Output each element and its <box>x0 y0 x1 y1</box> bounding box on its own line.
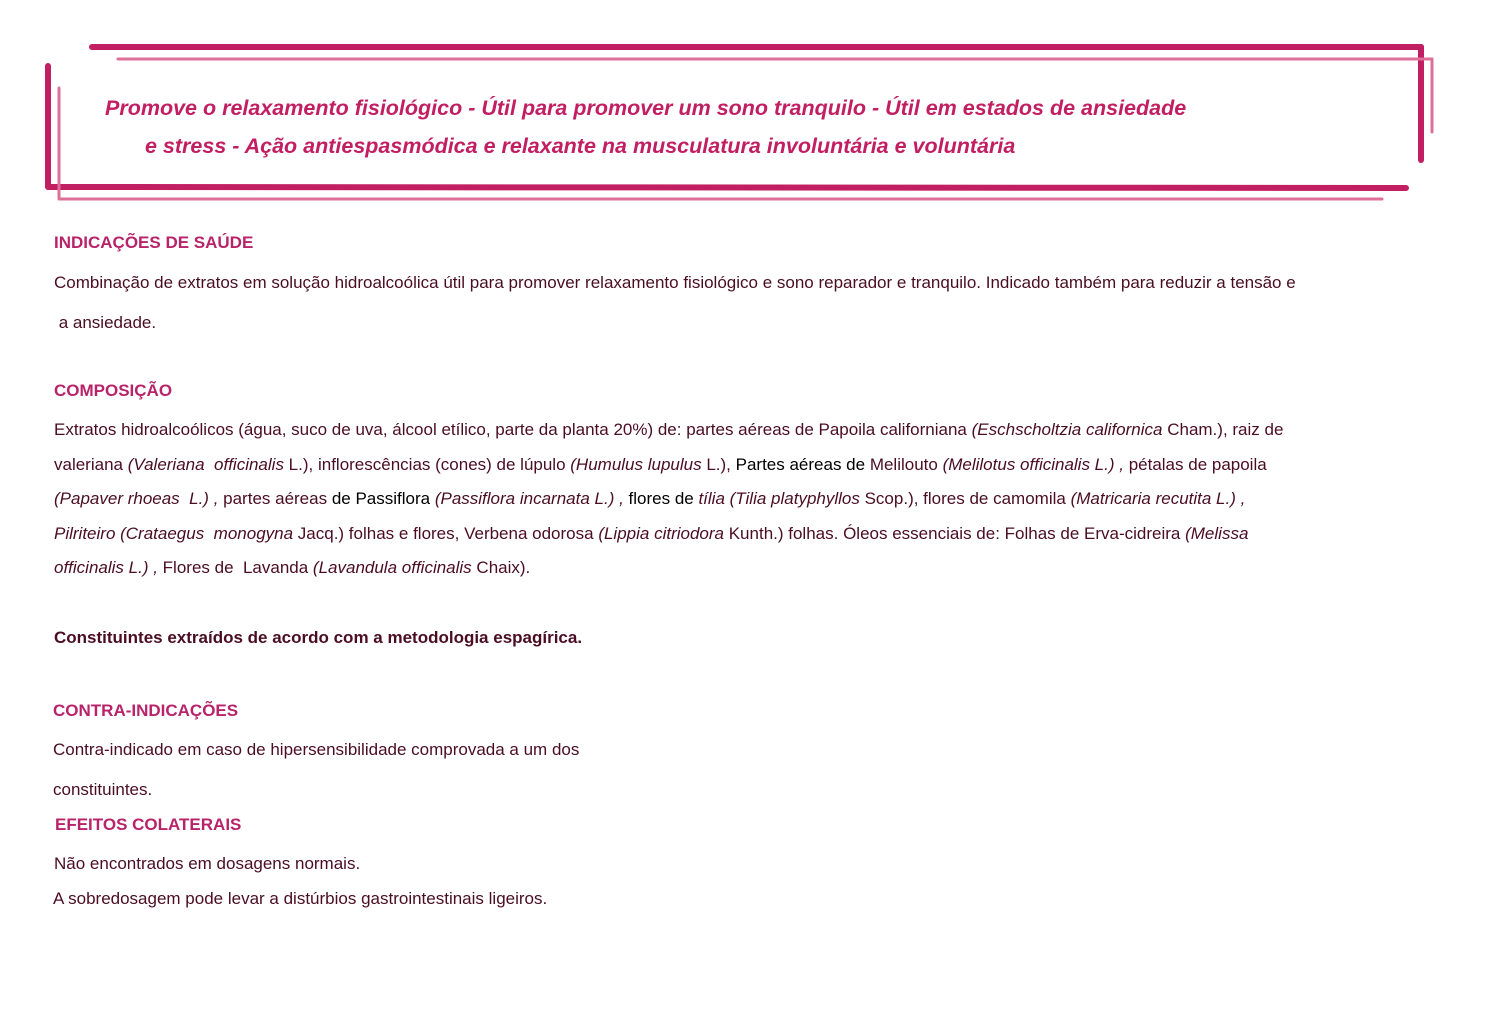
composicao-line-3: (Papaver rhoeas L.) , partes aéreas de Passiflora (Passiflora incarnata L.) , flores de tília (Tilia platyphyllos Scop.), flores de camomila (Matricaria recutita L.) , <box>54 489 1246 508</box>
composicao-line-5: officinalis L.) , Flores de Lavanda (Lavandula officinalis Chaix). <box>54 558 531 577</box>
indicacoes-line-1: Combinação de extratos em solução hidroalcoólica útil para promover relaxamento fisiológico e sono reparador e tranquilo. Indicado também para reduzir a tensão e <box>54 273 1296 292</box>
composicao-line-4: Pilriteiro (Crataegus monogyna Jacq.) folhas e flores, Verbena odorosa (Lippia citriodora Kunth.) folhas. Óleos essenciais de: Folhas de Erva-cidreira (Melissa <box>54 524 1249 543</box>
heading-composicao: COMPOSIÇÃO <box>54 381 173 400</box>
contra-line-2: constituintes. <box>53 780 153 799</box>
constituintes-note: Constituintes extraídos de acordo com a metodologia espagírica. <box>54 628 583 647</box>
efeitos-line-2: A sobredosagem pode levar a distúrbios gastrointestinais ligeiros. <box>53 889 548 908</box>
composicao-line-2: valeriana (Valeriana officinalis L.), inflorescências (cones) de lúpulo (Humulus lupulus L.), Partes aéreas de Melilouto (Melilotus officinalis L.) , pétalas de papoila <box>54 455 1267 474</box>
composicao-line-1: Extratos hidroalcoólicos (água, suco de uva, álcool etílico, parte da planta 20%) de: partes aéreas de Papoila californiana (Eschscholtzia californica Cham.), raiz de <box>54 420 1284 439</box>
indicacoes-line-2: a ansiedade. <box>54 313 157 332</box>
heading-indicacoes: INDICAÇÕES DE SAÚDE <box>54 233 254 252</box>
heading-efeitos-colaterais: EFEITOS COLATERAIS <box>55 815 242 834</box>
contra-line-1: Contra-indicado em caso de hipersensibilidade comprovada a um dos <box>53 740 580 759</box>
banner-title <box>105 89 1385 165</box>
efeitos-line-1: Não encontrados em dosagens normais. <box>54 854 361 873</box>
heading-contra-indicacoes: CONTRA-INDICAÇÕES <box>53 701 239 720</box>
banner-line-1: Promove o relaxamento fisiológico - Útil para promover um sono tranquilo - Útil em estados de ansiedade <box>105 96 1187 120</box>
banner-line-2: e stress - Ação antiespasmódica e relaxante na musculatura involuntária e voluntária <box>145 134 1016 158</box>
